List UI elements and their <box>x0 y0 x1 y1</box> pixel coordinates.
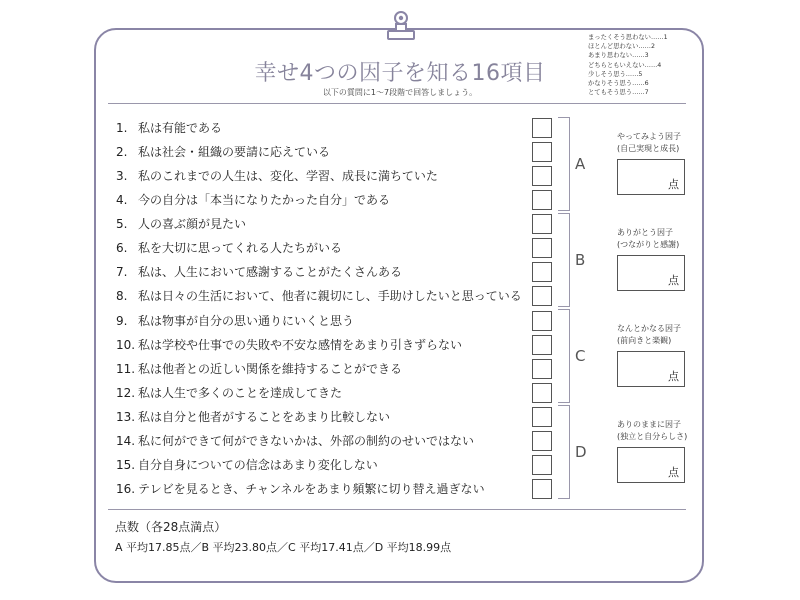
scores-title: 点数（各28点満点） <box>115 520 227 534</box>
group-bracket-b <box>558 213 570 307</box>
factor-caption-b: ありがとう因子 (つながりと感謝) <box>617 228 680 249</box>
question-row: 9. 私は物事が自分の思い通りにいくと思う <box>116 314 355 328</box>
question-row: 7. 私は、人生において感謝することがたくさんある <box>116 265 403 279</box>
score-box-d[interactable]: 点 <box>617 447 685 483</box>
legend-item: あまり思わない……3 <box>588 52 649 60</box>
question-row: 6. 私を大切に思ってくれる人たちがいる <box>116 241 343 255</box>
question-row: 2. 私は社会・組織の要請に応えている <box>116 145 331 159</box>
score-box-a[interactable]: 点 <box>617 159 685 195</box>
factor-caption-c: なんとかなる因子 (前向きと楽観) <box>617 324 681 345</box>
divider <box>108 509 686 510</box>
question-row: 13. 私は自分と他者がすることをあまり比較しない <box>116 410 391 424</box>
answer-box-14[interactable] <box>532 431 552 451</box>
group-bracket-a <box>558 117 570 211</box>
instructions: 以下の質問に1〜7段階で回答しましょう。 <box>322 88 478 97</box>
question-row: 15. 自分自身についての信念はあまり変化しない <box>116 458 378 472</box>
group-label-b: B <box>575 251 586 269</box>
legend-item: まったくそう思わない……1 <box>588 34 668 41</box>
factor-caption-d: ありのままに因子 (独立と自分らしさ) <box>617 420 688 441</box>
answer-box-6[interactable] <box>532 238 552 258</box>
scores-averages: A 平均17.85点／B 平均23.80点／C 平均17.41点／D 平均18.99点 <box>115 541 452 554</box>
legend-item: ほとんど思わない……2 <box>588 43 655 51</box>
legend-item: どちらともいえない……4 <box>588 61 662 69</box>
answer-box-15[interactable] <box>532 455 552 475</box>
clip-icon <box>384 9 418 43</box>
answer-box-2[interactable] <box>532 142 552 162</box>
answer-box-12[interactable] <box>532 383 552 403</box>
factor-caption-a: やってみよう因子 (自己実現と成長) <box>617 132 681 153</box>
answer-box-1[interactable] <box>532 118 552 138</box>
answer-box-7[interactable] <box>532 262 552 282</box>
answer-box-10[interactable] <box>532 335 552 355</box>
answer-box-11[interactable] <box>532 359 552 379</box>
group-label-a: A <box>575 155 586 173</box>
answer-box-8[interactable] <box>532 286 552 306</box>
group-label-c: C <box>575 347 586 365</box>
answer-box-4[interactable] <box>532 190 552 210</box>
answer-box-16[interactable] <box>532 479 552 499</box>
group-bracket-d <box>558 405 570 499</box>
answer-box-5[interactable] <box>532 214 552 234</box>
legend-item: とてもそう思う……7 <box>588 89 649 97</box>
score-box-c[interactable]: 点 <box>617 351 685 387</box>
question-row: 5. 人の喜ぶ顔が見たい <box>116 217 247 231</box>
group-bracket-c <box>558 309 570 403</box>
question-row: 11. 私は他者との近しい関係を維持することができる <box>116 362 403 376</box>
group-label-d: D <box>575 443 587 461</box>
divider <box>108 103 686 104</box>
question-row: 12. 私は人生で多くのことを達成してきた <box>116 386 343 400</box>
question-row: 16. テレビを見るとき、チャンネルをあまり頻繁に切り替え過ぎない <box>116 482 485 496</box>
scale-legend <box>588 33 668 97</box>
question-row: 14. 私に何ができて何ができないかは、外部の制約のせいではない <box>116 434 475 448</box>
question-row: 1. 私は有能である <box>116 121 223 135</box>
question-row: 10. 私は学校や仕事での失敗や不安な感情をあまり引きずらない <box>116 338 463 352</box>
page-title: 幸せ4つの因子を知る16項目 <box>254 61 546 86</box>
legend-item: かなりそう思う……6 <box>588 80 649 88</box>
answer-box-13[interactable] <box>532 407 552 427</box>
answer-box-9[interactable] <box>532 311 552 331</box>
legend-item: 少しそう思う……5 <box>588 70 643 78</box>
question-row: 8. 私は日々の生活において、他者に親切にし、手助けしたいと思っている <box>116 289 522 303</box>
question-row: 4. 今の自分は「本当になりたかった自分」である <box>116 193 391 207</box>
score-box-b[interactable]: 点 <box>617 255 685 291</box>
question-row: 3. 私のこれまでの人生は、変化、学習、成長に満ちていた <box>116 169 438 183</box>
answer-box-3[interactable] <box>532 166 552 186</box>
